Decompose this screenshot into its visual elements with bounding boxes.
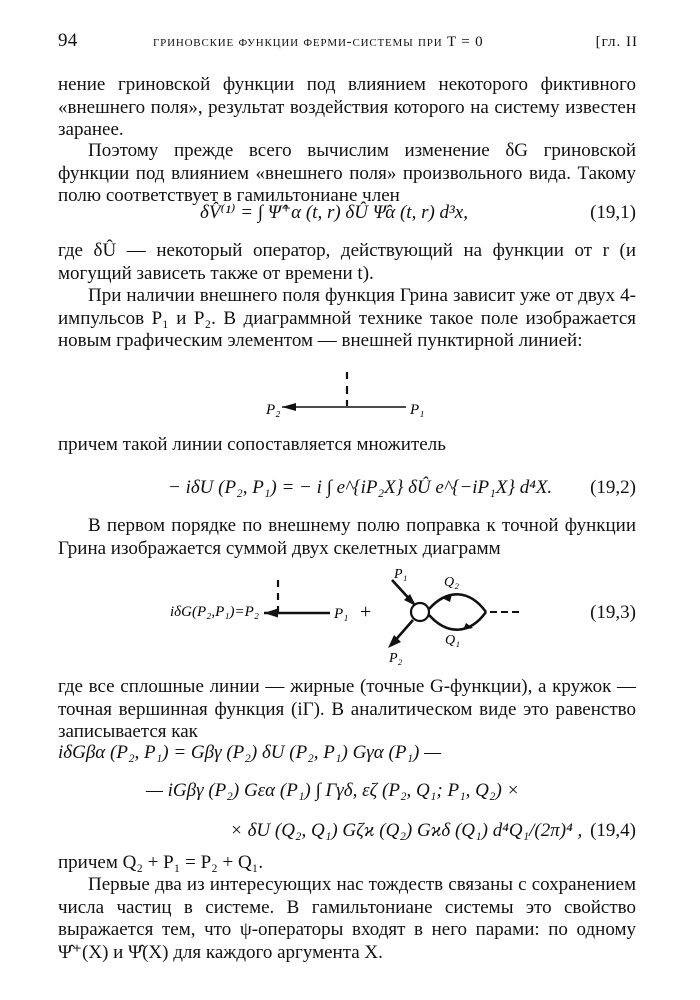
paragraph-7: где все сплошные линии — жирные (точные G-функции), а кружок — точная вершинная функция (iΓ). В аналитическом виде это равенство записывается как xyxy=(58,676,636,742)
label-top-p: P₁ xyxy=(394,567,408,582)
equation-number: (19,2) xyxy=(590,477,636,498)
chapter-label: [гл. II xyxy=(595,34,638,50)
plus-sign: + xyxy=(360,601,372,623)
running-title: гриновские функции ферми-системы при T = 0 xyxy=(153,34,484,50)
arrow-head-left xyxy=(282,403,296,411)
paragraph-8: причем Q₂ + P₁ = P₂ + Q₁. xyxy=(58,852,264,873)
paragraph-5: причем такой линии сопоставляется множитель xyxy=(58,434,446,455)
equation-19-1 xyxy=(58,200,636,226)
equation-number: (19,4) xyxy=(590,820,636,841)
label-p1: P₁ xyxy=(334,606,349,622)
equation-19-4-line-1 xyxy=(58,740,636,766)
label-q2: Q₂ xyxy=(444,575,459,590)
equation-number: (19,3) xyxy=(590,602,636,623)
paragraph-1: нение гриновской функции под влиянием некоторого фиктивного «внешнего поля», результат воздействия которого на систему известен заранее. xyxy=(58,74,636,140)
paragraph-2: Поэтому прежде всего вычислим изменение δG гриновской функции под влиянием «внешнего поля» произвольного вида. Такому полю соответствует в гамильтониане член xyxy=(58,140,636,206)
label-p1: P₁ xyxy=(410,402,425,418)
lhs-label: iδG(P₂,P₁)=P₂ xyxy=(170,604,259,620)
external-line-diagram xyxy=(260,370,440,420)
page-header xyxy=(58,30,638,58)
equation-body: − iδU (P₂, P₁) = − i ∫ e^{iP₂X} δÛ e^{−iP₁X} d⁴X. xyxy=(168,477,553,498)
equation-19-4-line-2 xyxy=(58,778,636,804)
label-p2: P₂ xyxy=(266,402,281,418)
label-q1: Q₁ xyxy=(445,633,460,648)
paragraph-4: При наличии внешнего поля функция Грина зависит уже от двух 4-импульсов P₁ и P₂. В диаграммной технике такое поле изображается новым графическим элементом — внешней пунктирной линией: xyxy=(58,285,636,351)
label-bottom-p: P₂ xyxy=(389,651,403,666)
equation-19-2 xyxy=(58,475,636,501)
equation-body: δV̂⁽¹⁾ = ∫ Ψ̂⁺α (t, r) δÛ Ψ̂α (t, r) d³x, xyxy=(200,202,468,223)
equation-19-4-line-3 xyxy=(58,818,636,844)
equation-line: — iGβγ (P₂) Gεα (P₁) ∫ Γγδ, εζ (P₂, Q₁; P₁, Q₂) × xyxy=(146,780,520,801)
equation-19-3 xyxy=(58,600,636,626)
equation-line: iδGβα (P₂, P₁) = Gβγ (P₂) δU (P₂, P₁) Gγα (P₁) — xyxy=(58,742,442,763)
page-number: 94 xyxy=(58,30,78,51)
equation-line: × δU (Q₂, Q₁) Gζϰ (Q₂) Gϰδ (Q₁) d⁴Q₁/(2π)⁴ , xyxy=(230,820,583,841)
equation-number: (19,1) xyxy=(590,202,636,223)
paragraph-3: где δÛ — некоторый оператор, действующий на функции от r (и могущий зависеть также от времени t). xyxy=(58,240,636,284)
paragraph-6: В первом порядке по внешнему полю поправка к точной функции Грина изображается суммой двух скелетных диаграмм xyxy=(58,515,636,559)
paragraph-9: Первые два из интересующих нас тождеств связаны с сохранением числа частиц в системе. В гамильтониане системы это свойство выражается тем, что ψ-операторы входят в него парами: по одному Ψ̂⁺(X) и Ψ̂(X) для каждого аргумента X. xyxy=(58,874,636,963)
